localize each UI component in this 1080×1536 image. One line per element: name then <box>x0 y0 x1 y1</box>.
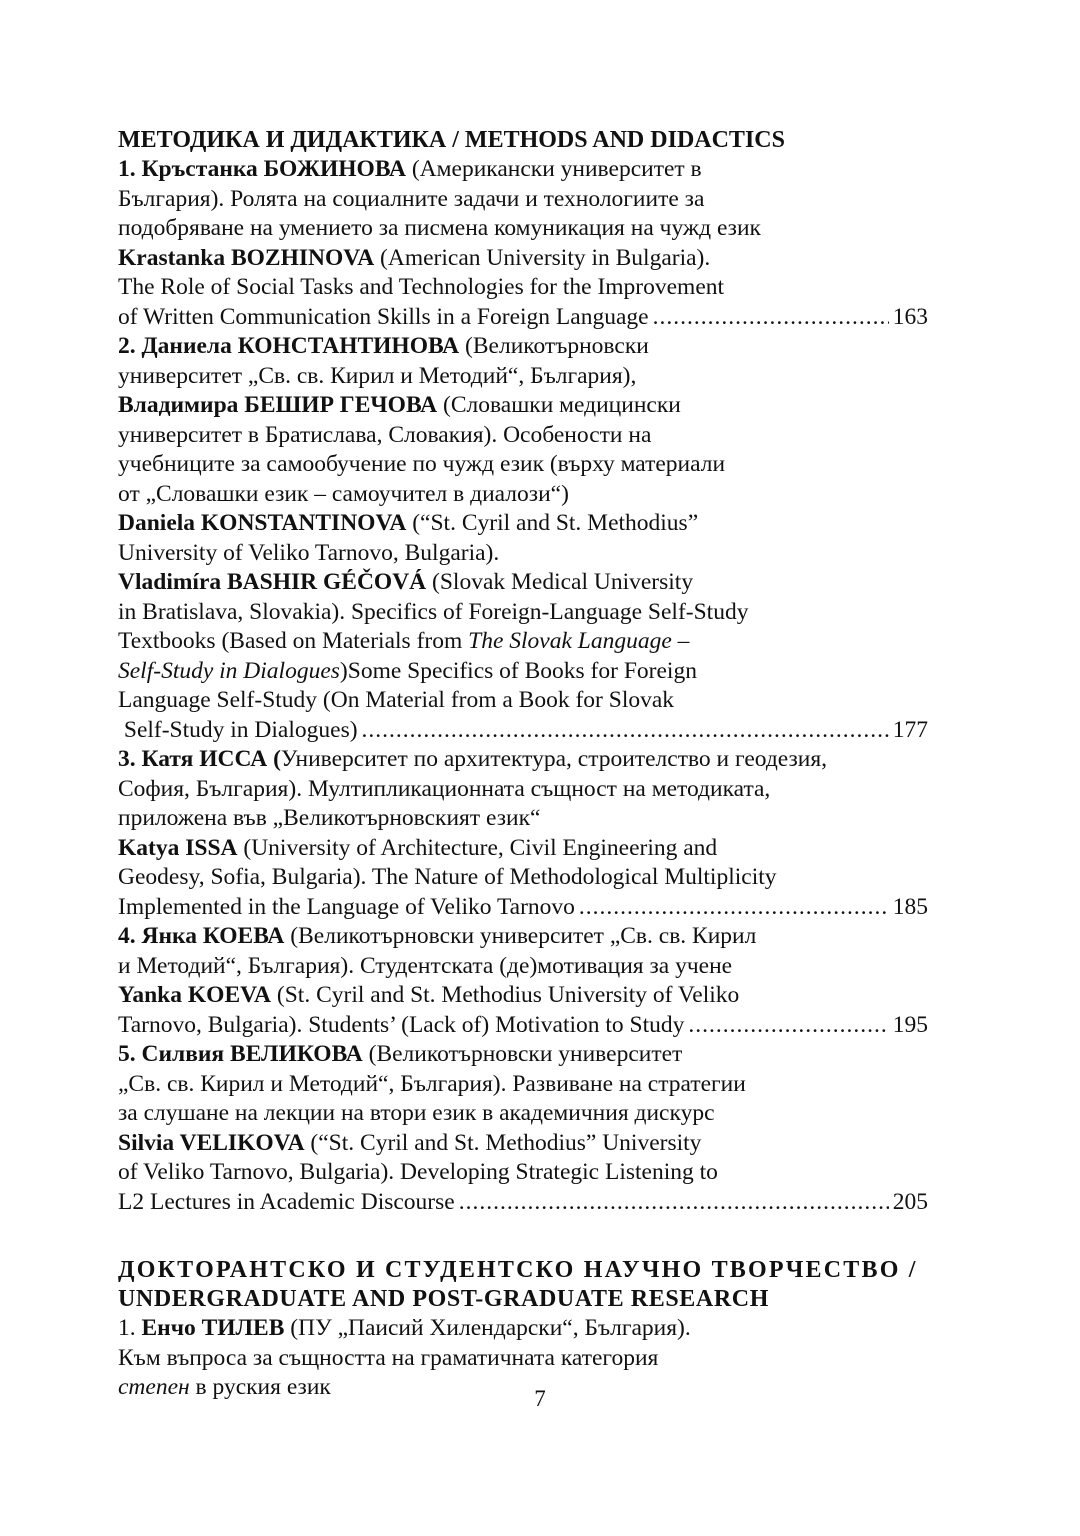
entry-text: (University of Architecture, Civil Engineering and <box>237 834 718 861</box>
entry-text: )Some Specifics of Books for Foreign <box>339 657 697 684</box>
entry-line <box>118 657 963 687</box>
section-spacer <box>118 1217 963 1256</box>
entry-text: (Великотърновски университет <box>362 1041 683 1067</box>
section-title-research: ДОКТОРАНТСКО И СТУДЕНТСКО НАУЧНО ТВОРЧЕСТВО / <box>118 1257 918 1283</box>
entry-line: The Role of Social Tasks and Technologies for the Improvement <box>118 274 725 300</box>
entry-text: (Американски университет в <box>405 156 702 182</box>
entry-line: София, България). Мултипликационната същност на методиката, <box>118 775 771 802</box>
entry-text: Implemented in the Language of Veliko Tarnovo <box>118 893 575 920</box>
entry-text: (ПУ „Паисий Хилендарски“, България). <box>284 1315 691 1341</box>
page-ref: 205 <box>892 1188 928 1215</box>
page-ref: 163 <box>892 303 928 330</box>
entry-line: of Veliko Tarnovo, Bulgaria). Developing Strategic Listening to <box>118 1159 718 1185</box>
section-title-research-en: UNDERGRADUATE AND POST-GRADUATE RESEARCH <box>118 1286 769 1312</box>
author-name-bg: Енчо ТИЛЕВ <box>141 1315 285 1341</box>
entry-line: България). Ролята на социалните задачи и технологиите за <box>118 185 705 212</box>
entry-line <box>118 981 963 1011</box>
leader-dots <box>459 1188 889 1218</box>
author-name-bg: Кръстанка БОЖИНОВА <box>141 156 406 182</box>
page-ref: 177 <box>892 716 928 743</box>
page-ref: 185 <box>892 893 928 920</box>
entry-number: 1. <box>118 1315 142 1341</box>
toc-entry <box>118 922 963 1040</box>
entry-text: в руския език <box>189 1374 331 1400</box>
entry-number: 4. <box>118 923 136 949</box>
entry-text: (Великотърновски университет „Св. св. Кирил <box>284 923 757 949</box>
entry-line <box>118 332 963 362</box>
entry-line: от „Словашки език – самоучител в диалози“) <box>118 480 569 507</box>
entry-line: университет „Св. св. Кирил и Методий“, България), <box>118 362 637 389</box>
entry-text: (Словашки медицински <box>437 392 681 418</box>
entry-line <box>118 509 963 539</box>
entry-line: University of Veliko Tarnovo, Bulgaria). <box>118 539 500 566</box>
entry-line <box>118 155 963 185</box>
entry-number: 1. <box>118 156 136 182</box>
entry-line: in Bratislava, Slovakia). Specifics of Foreign-Language Self-Study <box>118 598 749 625</box>
entry-line: университет в Братислава, Словакия). Особености на <box>118 421 652 448</box>
toc-leader-line <box>118 893 928 923</box>
toc-entry <box>118 745 963 922</box>
entry-text: (“St. Cyril and St. Methodius” <box>406 510 699 536</box>
entry-text: Textbooks (Based on Materials from <box>118 628 469 654</box>
entry-text: Tarnovo, Bulgaria). Students’ (Lack of) Motivation to Study <box>118 1011 685 1038</box>
toc-entry <box>118 1040 963 1217</box>
entry-text: L2 Lectures in Academic Discourse <box>118 1188 455 1215</box>
entry-line <box>118 568 963 598</box>
author-name-bg: Даниела КОНСТАНТИНОВА <box>141 333 460 359</box>
toc-leader-line <box>118 303 928 333</box>
entry-text: (“St. Cyril and St. Methodius” University <box>304 1129 702 1156</box>
toc-leader-line <box>118 716 928 746</box>
entry-line: „Св. св. Кирил и Методий“, България). Развиване на стратегии <box>118 1070 746 1097</box>
entry-line <box>118 1314 963 1344</box>
entry-line: приложена във „Великотърновският език“ <box>118 805 541 831</box>
author-name-bg: Силвия ВЕЛИКОВА <box>141 1041 363 1067</box>
page-ref: 195 <box>892 1011 928 1038</box>
toc-leader-line <box>118 1011 928 1041</box>
author-name-en: Silvia VELIKOVA <box>118 1129 305 1156</box>
entry-line <box>118 922 963 952</box>
entry-text: of Written Communication Skills in a Foreign Language <box>118 303 649 330</box>
entry-line: Geodesy, Sofia, Bulgaria). The Nature of Methodological Multiplicity <box>118 864 777 890</box>
leader-dots <box>579 893 889 923</box>
toc-leader-line <box>118 1188 928 1218</box>
entry-text: (Slovak Medical University <box>426 569 694 595</box>
leader-dots <box>688 1011 888 1041</box>
entry-line <box>118 745 963 775</box>
toc-entry <box>118 155 963 332</box>
entry-number: 2. <box>118 333 136 359</box>
author-name-bg: Янка КОЕВА <box>141 923 285 949</box>
entry-line: учебниците за самообучение по чужд език (върху материали <box>118 451 726 477</box>
entry-line <box>118 834 963 864</box>
author-name-bg: Владимира БЕШИР ГЕЧОВА <box>118 392 438 418</box>
section-title-methods: МЕТОДИКА И ДИДАКТИКА / METHODS AND DIDACTICS <box>118 127 785 153</box>
entry-line: за слушане на лекции на втори език в академичния дискурс <box>118 1100 715 1126</box>
entry-line <box>118 1129 963 1159</box>
entry-line <box>118 1040 963 1070</box>
author-name-en: Vladimíra BASHIR GÉČOVÁ <box>118 569 427 595</box>
book-title-italic: Self-Study in Dialogues <box>118 657 340 684</box>
entry-number: 3. <box>118 746 136 772</box>
leader-dots <box>362 716 889 746</box>
book-title-italic: The Slovak Language – <box>468 628 690 654</box>
entry-text: Self-Study in Dialogues) <box>118 716 358 743</box>
entry-text: (American University in Bulgaria). <box>374 244 711 271</box>
author-name-en: Krastanka BOZHINOVA <box>118 244 375 271</box>
toc-entry <box>118 332 963 745</box>
entry-line <box>118 391 963 421</box>
entry-line: Към въпроса за същността на граматичната категория <box>118 1344 659 1371</box>
entry-line <box>118 627 963 657</box>
entry-line <box>118 244 963 274</box>
entry-line: и Методий“, България). Студентската (де)мотивация за учене <box>118 952 733 979</box>
author-name-bg: Катя ИССА ( <box>141 746 281 772</box>
author-name-en: Daniela KONSTANTINOVA <box>118 510 407 536</box>
entry-text: Университет по архитектура, строителство и геодезия, <box>280 746 828 772</box>
toc-page <box>118 126 963 1403</box>
entry-text: (Великотърновски <box>459 333 649 359</box>
author-name-en: Katya ISSA <box>118 834 238 861</box>
entry-number: 5. <box>118 1041 136 1067</box>
leader-dots <box>653 303 889 333</box>
term-italic: степен <box>118 1374 190 1400</box>
page-number: 7 <box>534 1386 546 1411</box>
entry-line: подобряване на умението за писмена комуникация на чужд език <box>118 215 761 241</box>
author-name-en: Yanka KOEVA <box>118 982 272 1008</box>
entry-text: (St. Cyril and St. Methodius University of Veliko <box>271 982 740 1008</box>
entry-line: Language Self-Study (On Material from a Book for Slovak <box>118 687 675 713</box>
